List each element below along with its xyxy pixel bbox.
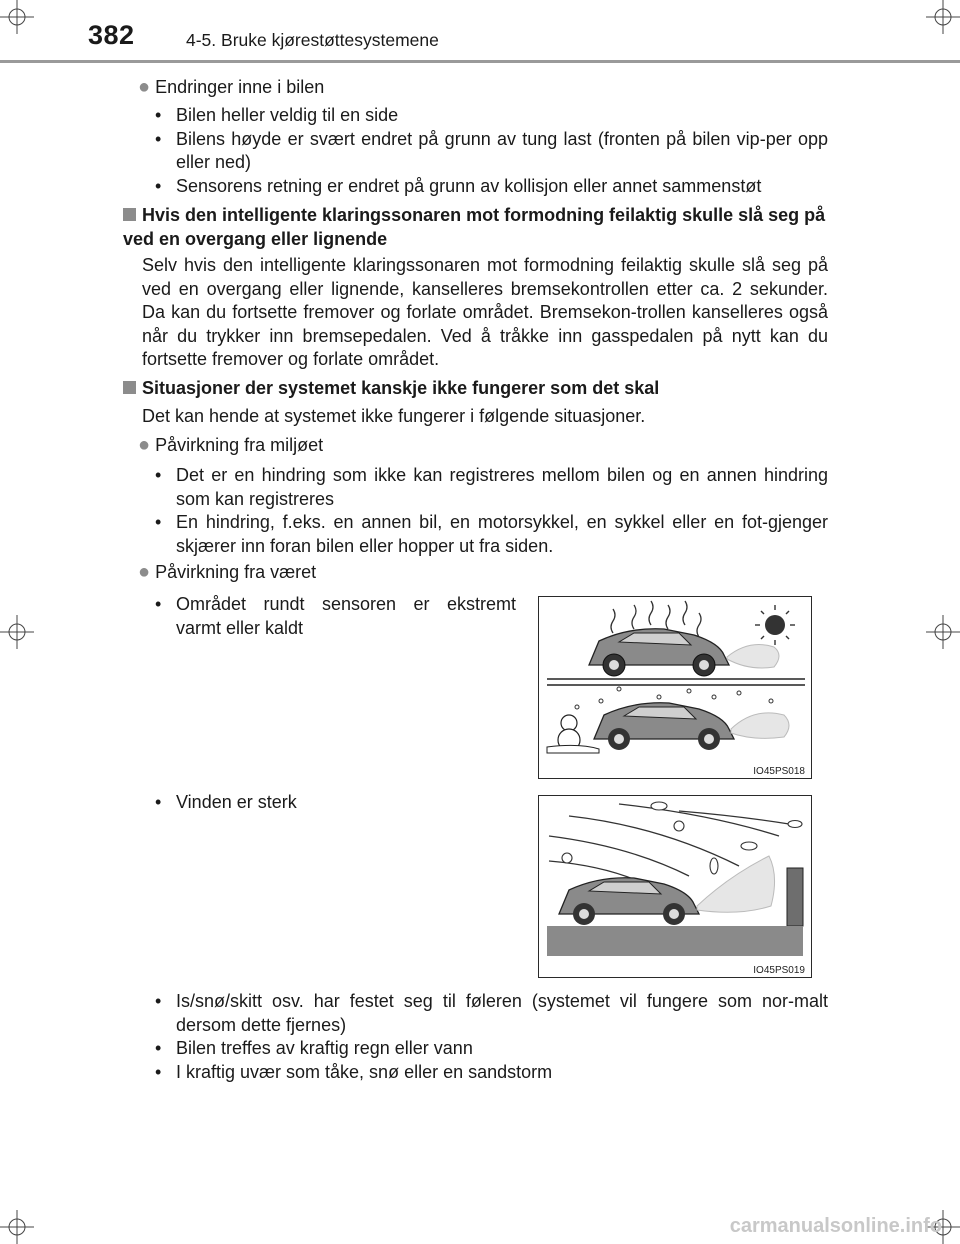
figure-code: IO45PS019: [753, 965, 805, 976]
list-item: • Sensorens retning er endret på grunn av kollisjon eller annet sammenstøt: [176, 175, 828, 199]
watermark: carmanualsonline.info: [729, 1215, 942, 1237]
square-bullet-icon: [123, 381, 136, 394]
circle-bullet-icon: ●: [138, 434, 151, 456]
changes-title: ● Endringer inne i bilen: [138, 76, 325, 98]
circle-bullet-icon: ●: [138, 76, 151, 98]
figure-temperature: [538, 596, 812, 779]
header-rule: [0, 60, 960, 63]
changes-list: [176, 104, 828, 198]
crossing-heading: Hvis den intelligente klaringssonaren mot formodning feilaktig skulle slå seg på ved en overgang eller lignende: [123, 205, 826, 249]
list-item: • Is/snø/skitt osv. har festet seg til føleren (systemet vil fungere som nor-malt dersom dette fjernes): [176, 990, 828, 1037]
weather-temp-list: [176, 593, 516, 640]
sun-icon: [755, 605, 795, 645]
section-title: 4-5. Bruke kjørestøttesystemene: [186, 30, 439, 50]
list-item: • Området rundt sensoren er ekstremt varmt eller kaldt: [176, 593, 516, 640]
list-item: • Bilens høyde er svært endret på grunn av tung last (fronten på bilen vip-per opp eller ned): [176, 128, 828, 175]
list-item: • I kraftig uvær som tåke, snø eller en sandstorm: [176, 1061, 828, 1085]
car-icon: [594, 703, 734, 750]
environment-list: [176, 464, 828, 558]
figure-code: IO45PS018: [753, 766, 805, 777]
list-item: • Vinden er sterk: [176, 791, 516, 815]
circle-bullet-icon: ●: [138, 561, 151, 583]
car-icon: [559, 878, 699, 925]
situations-intro: Det kan hende at systemet ikke fungerer i følgende situasjoner.: [142, 406, 646, 426]
situations-heading: Situasjoner der systemet kanskje ikke fungerer som det skal: [123, 377, 835, 401]
temperature-illustration: [539, 597, 811, 778]
page-number: 382: [88, 20, 135, 50]
changes-block: [138, 76, 828, 100]
crossing-body: Selv hvis den intelligente klaringssonaren mot formodning feilaktig skulle slå seg på ved en overgang eller lignende, kanselleres bremsekontrollen etter ca. 2 sekunder. Da kan du fortsette fremover og forlate området. Bremsekon-trollen kanselleres også når du trykker inn bremsepedalen. Ved å tråkke inn gasspedalen på nytt kan du fortsette fremover og forlate området.: [142, 255, 828, 369]
figure-wind: [538, 795, 812, 978]
list-item: • Det er en hindring som ikke kan registreres mellom bilen og en annen hindring som kan registreres: [176, 464, 828, 511]
square-bullet-icon: [123, 208, 136, 221]
list-item: • Bilen heller veldig til en side: [176, 104, 828, 128]
wind-illustration: [539, 796, 811, 977]
obstacle-icon: [787, 868, 803, 926]
weather-more-list: [176, 990, 828, 1084]
list-item: • En hindring, f.eks. en annen bil, en motorsykkel, en sykkel eller en fot-gjenger skjærer inn foran bilen eller hopper ut fra siden.: [176, 511, 828, 558]
weather-wind-list: [176, 791, 516, 815]
car-icon: [589, 629, 729, 676]
environment-title: ● Påvirkning fra miljøet: [138, 434, 324, 456]
weather-title: ● Påvirkning fra været: [138, 561, 317, 583]
list-item: • Bilen treffes av kraftig regn eller vann: [176, 1037, 828, 1061]
